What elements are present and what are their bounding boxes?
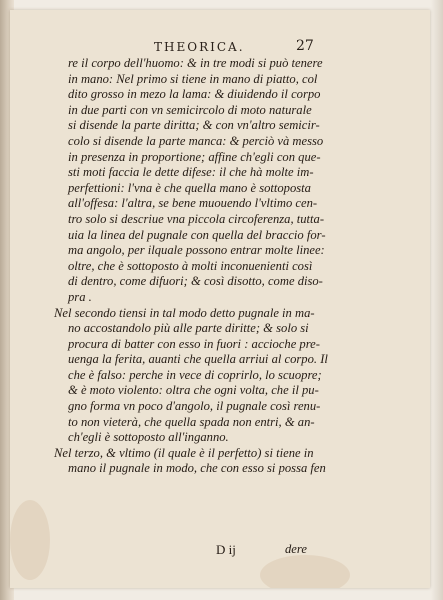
text-line: mano il pugnale in modo, che con esso si possa fen: [68, 461, 326, 476]
text-line: uia la linea del pugnale con quella del braccio for-: [68, 227, 326, 242]
text-line: si disende la parte diritta; & con vn'altro semicir-: [68, 118, 320, 133]
text-line: colo si disende la parte manca: & perciò và messo: [68, 133, 324, 148]
text-line: oltre, che è sottoposto à molti inconuenienti così: [68, 258, 313, 273]
paper-stain: [10, 500, 50, 580]
text-line: in due parti con vn semicircolo di moto naturale: [68, 102, 312, 117]
text-line: to non vieterà, che quella spada non entri, & an-: [68, 414, 315, 429]
running-head-title: THEORICA.: [154, 40, 245, 54]
text-line: uenga la ferita, auanti che quella arriui al corpo. Il: [68, 352, 328, 367]
page-number: 27: [296, 38, 314, 54]
text-line: di dentro, come difuori; & così disotto, come diso-: [68, 274, 323, 289]
text-line: perfettioni: l'vna è che quella mano è sottoposta: [68, 180, 311, 195]
text-line: re il corpo dell'huomo: & in tre modi si può tenere: [68, 56, 323, 70]
text-line: che è falso: perche in vece di coprirlo, lo scuopre;: [68, 367, 322, 382]
text-line: Nel secondo tiensi in tal modo detto pugnale in ma-: [54, 305, 315, 320]
page-edge-shadow: [431, 0, 443, 600]
text-line: tro solo si descriue vna piccola circoferenza, tutta-: [68, 211, 325, 226]
text-line: pra .: [68, 289, 92, 304]
text-line: all'offesa: l'altra, se bene muouendo l'vltimo cen-: [68, 196, 318, 211]
text-line: ma angolo, per ilquale possono entrar molte linee:: [68, 243, 325, 258]
text-line: Nel terzo, & vltimo (il quale è il perfetto) si tiene in: [54, 445, 314, 460]
catchword: dere: [285, 542, 307, 556]
text-line: & è moto violento: oltra che ogni volta, che il pu-: [68, 383, 319, 398]
body-text: [54, 56, 410, 477]
text-line: sti moti faccia le dette difese: il che hà molte im-: [68, 165, 314, 180]
book-page: [10, 10, 430, 588]
signature-mark: D ij: [216, 542, 236, 557]
text-line: in presenza in proportione; affine ch'egli con que-: [68, 149, 321, 164]
text-line: in mano: Nel primo si tiene in mano di piatto, col: [68, 71, 318, 86]
text-line: ch'egli è sottoposto all'inganno.: [68, 430, 229, 445]
text-line: gno forma vn poco d'angolo, il pugnale così renu-: [68, 399, 321, 414]
text-line: procura di batter con esso in fuori : acciochе pre-: [68, 336, 320, 351]
page-footer: [10, 542, 430, 560]
text-line: no accostandolo più alle parte diritte; & solo si: [68, 321, 309, 336]
text-line: dito grosso in mezo la lama: & diuidendo il corpo: [68, 87, 321, 102]
